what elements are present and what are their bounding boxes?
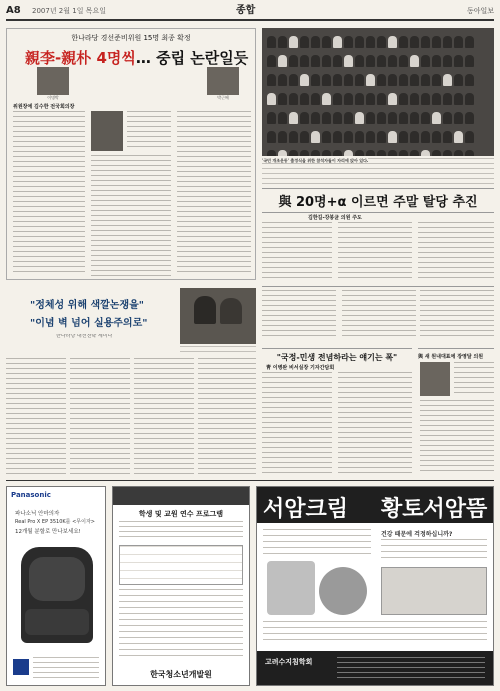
ad3-body	[263, 621, 487, 645]
story1-body-col1	[13, 111, 85, 276]
story2-body-col2b	[342, 290, 416, 340]
portrait-caption-1: 이명박	[47, 95, 59, 100]
ad3-copy-right	[381, 539, 487, 563]
story2-body-col3b	[420, 290, 494, 340]
masthead	[6, 3, 494, 21]
story3-body-col2	[70, 358, 130, 474]
ad3-headline-2: 황토서암뜸	[381, 497, 488, 522]
photo-caption-block	[262, 158, 494, 184]
ad2-intro	[119, 521, 243, 541]
story3-body-col4	[198, 358, 256, 474]
story1-subhead: 위원장에 김수한 전국회의장	[13, 104, 75, 110]
story2-body-col1	[262, 222, 332, 280]
ad1-logo-mark	[13, 659, 29, 675]
ad-youth-program	[112, 486, 250, 686]
massage-chair-image	[21, 547, 93, 643]
ad2-table	[119, 545, 243, 585]
story5-body	[420, 400, 494, 474]
story1-body-col2	[91, 155, 171, 276]
photo-caption: '국민 개조운동' 출정식을 위한 참석자들이 자리에 앉아 있다.	[262, 158, 369, 163]
story3-body-col3	[134, 358, 194, 474]
ad1-line-2: Real Pro X EP 3510K를 <무이자>	[15, 519, 95, 525]
ad3-tagline: 건강 때문에 걱정하십니까?	[381, 531, 453, 538]
ad1-line-1: 파나소닉 안마의자	[15, 511, 60, 517]
story1-body-col3	[177, 111, 251, 276]
ad2-banner	[113, 487, 249, 505]
story4-body-col1	[262, 372, 332, 474]
seminar-photo-caption	[180, 346, 256, 356]
portrait-caption-2: 박근혜	[217, 95, 229, 100]
story2-headline: 與 20명+α 이르면 주말 탈당 추진	[262, 188, 494, 213]
story4-subhead: 靑 이병완 비서실장 기자간담회	[266, 365, 335, 371]
story4-headline: "국정-민생 전념하라는 얘기는 폭"	[262, 348, 412, 363]
ad3-headline-1: 서암크림	[263, 497, 349, 522]
story4-body-col2	[338, 372, 412, 474]
ad-panasonic	[6, 486, 106, 686]
story1-headline	[25, 47, 248, 68]
story1-kicker: 한나라당 경선준비위원 15명 최종 확정	[71, 34, 191, 42]
story3-body-col1	[6, 358, 66, 474]
ad2-footer: 한국청소년개발원	[150, 670, 212, 679]
ad3-copy-left	[263, 529, 371, 555]
story5-subhead: 與 새 원내대표에 장영달 의원	[418, 348, 494, 360]
crowd-photo	[262, 28, 494, 156]
divider	[262, 286, 494, 287]
story2-body-col3	[418, 222, 494, 280]
story2-body-col2	[338, 222, 412, 280]
ad-divider	[6, 480, 494, 481]
section-title: 종합	[236, 5, 256, 16]
ad3-product-jar-1	[267, 561, 315, 615]
story2-subhead: 김한길-강봉균 의원 주도	[308, 215, 362, 221]
story5-body-top	[454, 362, 494, 396]
ad2-title: 학생 및 교원 연수 프로그램	[138, 510, 224, 518]
ad3-footer-bar	[257, 651, 493, 685]
story2-body-col1b	[262, 290, 336, 340]
story3-byline: 한나라당 대선전략 세미나	[56, 334, 113, 339]
portrait-photo-1	[37, 67, 69, 95]
story1-headline-red: 親李-親朴 4명씩	[25, 49, 136, 67]
page-number: A8	[6, 5, 21, 16]
portrait-photo-3	[91, 111, 123, 151]
ad1-brand: Panasonic	[11, 491, 51, 499]
ad1-line-3: 12개월 분할로 만나보세요!	[15, 529, 81, 535]
portrait-photo-2	[207, 67, 239, 95]
ad3-product-jar-2	[319, 567, 367, 615]
ad-seoam-cream	[256, 486, 494, 686]
ad3-product-box	[381, 567, 487, 615]
portrait-photo-4	[420, 362, 450, 396]
story3-quote-2: "이념 벽 넘어 실용주의로"	[30, 318, 148, 329]
story1-body-col2b	[127, 111, 171, 151]
ad2-details	[119, 589, 243, 659]
ad3-footer: 고려수지침학회	[265, 658, 313, 666]
ad1-fineprint	[33, 657, 99, 679]
story3-quote-1: "정체성 위해 색깔논쟁을"	[30, 300, 144, 311]
story-candidate-committee	[6, 28, 256, 280]
newspaper-name: 동아일보	[466, 7, 494, 15]
issue-date: 2007년 2월 1일 목요일	[32, 7, 106, 15]
ad3-contact	[337, 657, 485, 679]
seminar-photo	[180, 288, 256, 344]
story1-headline-black: … 중립 논란일듯	[135, 49, 249, 67]
